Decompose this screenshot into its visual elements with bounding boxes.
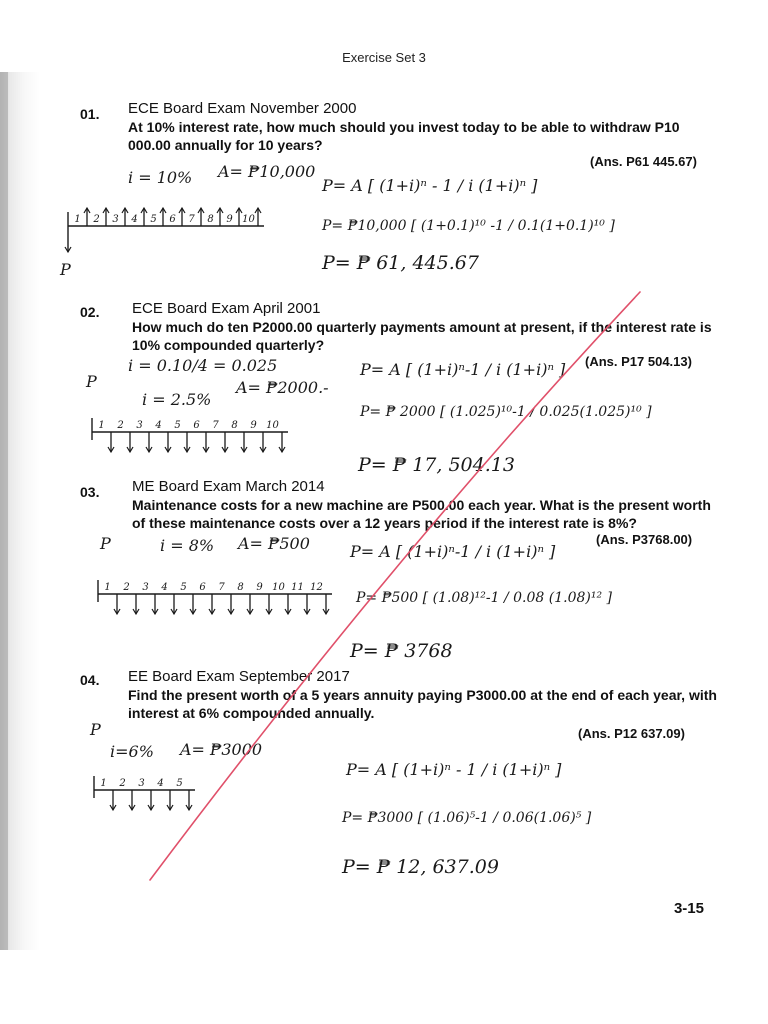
timeline-period-label: 4 <box>157 778 164 789</box>
timeline-period-label: 9 <box>250 420 257 431</box>
timeline-period-label: 5 <box>176 778 183 789</box>
timeline-period-label: 10 <box>272 582 285 593</box>
problem-text: Find the present worth of a 5 years annuity paying P3000.00 at the end of each year, with interest at 6% compounded annually. <box>128 687 717 721</box>
page-number: 3-15 <box>673 900 704 917</box>
timeline-period-label: 1 <box>74 214 81 225</box>
timeline-period-label: 4 <box>131 214 138 225</box>
timeline-period-label: 3 <box>142 582 149 593</box>
problem-text: How much do ten P2000.00 quarterly payments amount at present, if the interest rate is 10% compounded quarterly? <box>132 319 712 353</box>
problem-number: 04. <box>80 672 100 688</box>
timeline-period-label: 3 <box>136 420 143 431</box>
problem-title: EE Board Exam September 2017 <box>128 668 350 685</box>
problem-answer: (Ans. P12 637.09) <box>578 726 685 741</box>
present-value-label: P <box>86 372 97 391</box>
result: P= ₱ 17, 504.13 <box>358 454 515 476</box>
timeline-period-label: 7 <box>218 582 225 593</box>
cash-flow-diagram-01 <box>65 208 264 252</box>
substitution: P= ₱3000 [ (1.06)⁵-1 / 0.06(1.06)⁵ ] <box>342 810 592 826</box>
cash-flow-diagram-03 <box>98 580 332 614</box>
timeline-period-label: 8 <box>207 214 214 225</box>
timeline-period-label: 11 <box>291 582 304 593</box>
problem-answer: (Ans. P61 445.67) <box>590 154 697 169</box>
timeline-period-label: 8 <box>231 420 238 431</box>
formula: P= A [ (1+i)ⁿ-1 / i (1+i)ⁿ ] <box>350 542 556 561</box>
timeline-period-label: 9 <box>256 582 263 593</box>
timeline-period-label: 4 <box>161 582 168 593</box>
timeline-period-label: 1 <box>104 582 111 593</box>
given-interest-percent: i = 2.5% <box>142 390 212 409</box>
timeline-period-label: 2 <box>117 420 124 431</box>
problem-number: 01. <box>80 106 100 122</box>
given-annuity: A= ₱10,000 <box>218 162 316 181</box>
timeline-period-label: 6 <box>169 214 176 225</box>
present-value-label: P <box>60 260 71 279</box>
formula: P= A [ (1+i)ⁿ - 1 / i (1+i)ⁿ ] <box>322 176 538 195</box>
given-interest: i = 0.10/4 = 0.025 <box>128 356 278 375</box>
result: P= ₱ 61, 445.67 <box>322 252 479 274</box>
substitution: P= ₱500 [ (1.08)¹²-1 / 0.08 (1.08)¹² ] <box>356 590 612 606</box>
timeline-period-label: 2 <box>123 582 130 593</box>
timeline-period-label: 10 <box>242 214 255 225</box>
timeline-period-label: 12 <box>310 582 323 593</box>
timeline-period-label: 10 <box>266 420 279 431</box>
timeline-period-label: 3 <box>112 214 119 225</box>
present-value-label: P <box>100 534 111 553</box>
result: P= ₱ 3768 <box>350 640 453 662</box>
given-interest: i = 8% <box>160 536 215 555</box>
page-header-title: Exercise Set 3 <box>342 50 426 65</box>
timeline-period-label: 3 <box>138 778 145 789</box>
timeline-period-label: 5 <box>180 582 187 593</box>
given-annuity: A= ₱500 <box>238 534 310 553</box>
cash-flow-diagram-04 <box>94 776 195 810</box>
formula: P= A [ (1+i)ⁿ - 1 / i (1+i)ⁿ ] <box>346 760 562 779</box>
problem-title: ME Board Exam March 2014 <box>132 478 325 495</box>
timeline-period-label: 1 <box>100 778 107 789</box>
result: P= ₱ 12, 637.09 <box>342 856 499 878</box>
timeline-period-label: 7 <box>188 214 195 225</box>
present-value-label: P <box>90 720 101 739</box>
substitution: P= ₱10,000 [ (1+0.1)¹⁰ -1 / 0.1(1+0.1)¹⁰ ] <box>322 218 615 234</box>
timeline-period-label: 8 <box>237 582 244 593</box>
timeline-period-label: 6 <box>199 582 206 593</box>
timeline-period-label: 2 <box>93 214 100 225</box>
problem-text: At 10% interest rate, how much should you invest today to be able to withdraw P10 000.00 annually for 10 years? <box>128 119 680 153</box>
timeline-period-label: 1 <box>98 420 105 431</box>
problem-answer: (Ans. P17 504.13) <box>585 354 692 369</box>
cash-flow-diagram-02 <box>92 418 288 452</box>
problem-text: Maintenance costs for a new machine are P500.00 each year. What is the present worth of these maintenance costs over a 12 years period if the interest rate is 8%? <box>132 497 711 531</box>
problem-answer: (Ans. P3768.00) <box>596 532 693 547</box>
problem-number: 03. <box>80 484 100 500</box>
timeline-period-label: 2 <box>119 778 126 789</box>
problem-number: 02. <box>80 304 100 320</box>
given-annuity: A= ₱3000 <box>180 740 263 759</box>
given-annuity: A= ₱2000.- <box>236 378 329 397</box>
timeline-period-label: 7 <box>212 420 219 431</box>
problem-title: ECE Board Exam April 2001 <box>132 300 321 317</box>
timeline-period-label: 4 <box>155 420 162 431</box>
timeline-period-label: 5 <box>174 420 181 431</box>
given-interest: i=6% <box>110 742 154 761</box>
problem-title: ECE Board Exam November 2000 <box>128 100 357 117</box>
given-interest: i = 10% <box>128 168 193 187</box>
substitution: P= ₱ 2000 [ (1.025)¹⁰-1 / 0.025(1.025)¹⁰ ] <box>360 404 652 420</box>
timeline-period-label: 5 <box>150 214 157 225</box>
timeline-period-label: 9 <box>226 214 233 225</box>
timeline-period-label: 6 <box>193 420 200 431</box>
formula: P= A [ (1+i)ⁿ-1 / i (1+i)ⁿ ] <box>360 360 566 379</box>
